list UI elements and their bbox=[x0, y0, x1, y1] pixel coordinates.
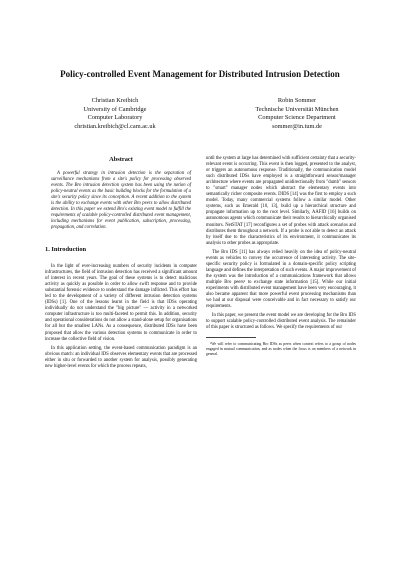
body-paragraph: until the system at large has determined with sufficient certainty that a security-relevant event is occurring. This event is then logged, presented to the analyst, or triggers an autonomous response. Traditionally, the communication model such distributed IDSs have employed is a straightforward sensor/manager architecture where events are propagated unidirectionally from "dumb" sensors to "smart" manager nodes which abstract the elementary events into semantically richer composite events. DIDS [14] was the first to employ a such model. Today, many commercial systems follow a similar model. Other systems, such as Emerald [10, 13], build up a hierarchical structure and propagate information up to the root level. Similarly, AAFID [16] builds on autonomous agents which communicate their results to hierarchically organised monitors. NetSTAT [17] reconfigures a set of probes with attack scenarios and distributes them throughout a network. If a probe is not able to detect an attack by itself due to the characteristics of its environment, it communicates its analysis to other probes as appropriate. bbox=[206, 156, 356, 246]
author-block-1 bbox=[30, 97, 200, 131]
abstract-text: A powerful strategy in intrusion detection is the separation of surveillance mechanisms from a site's policy for processing observed events. The Bro intrusion detection system has been using the notion of policy-neutral events as the basic building blocks for the formulation of a site's security policy since its conception. A recent addition to the system is the ability to exchange events with other Bro peers to allow distributed detection. In this paper we extend Bro's existing event model to fulfill the requirements of scalable policy-controlled distributed event management, including mechanisms for event publication, subscription, processing, propagation, and correlation. bbox=[51, 171, 191, 230]
abstract-heading: Abstract bbox=[109, 156, 133, 163]
author-department: Computer Science Department bbox=[258, 114, 336, 122]
introduction-heading: 1. Introduction bbox=[45, 246, 87, 253]
intro-paragraph: In the light of ever-increasing numbers of security incidents in computer infrastructures, the field of intrusion detection has received a significant amount of interest in recent years. The goal of these systems is to detect malicious activity as quickly as possible in order to allow swift response and to provide substantial forensic evidence to understand the damage inflicted. This effort has led to the development of a variety of different intrusion detection systems (IDSs) [1]. One of the lessons learnt in the field is that IDSs operating individually do not understand the "big picture" — activity in a networked computer infrastructure is too multi-faceted to permit this. In addition, security and operational considerations do not allow a stand-alone setup for organisations for all but the smallest LANs. As a consequence, distributed IDSs have been proposed that allow the various detection systems to communicate in order to increase the collective field of vision. bbox=[45, 264, 197, 342]
footnote-divider bbox=[206, 337, 256, 338]
author-name: Christian Kreibich bbox=[91, 97, 139, 104]
paper-title: Policy-controlled Event Management for Distributed Intrusion Detection bbox=[60, 69, 340, 79]
author-affiliation: Technische Universität München bbox=[255, 105, 339, 113]
intro-paragraph: In this application setting, the event-based communication paradigm is an obvious match: an individual IDS observes elementary events that are processed either in situ or forwarded to another system for analysis, possibly generating new higher-level events for which the process repeats, bbox=[45, 345, 197, 369]
author-block-2 bbox=[212, 97, 382, 131]
author-name: Robin Sommer bbox=[277, 97, 317, 104]
author-email: sommer@in.tum.de bbox=[272, 122, 322, 130]
left-column bbox=[45, 156, 197, 370]
author-department: Computer Laboratory bbox=[87, 114, 143, 122]
footnote: ¹We will refer to communicating Bro IDSs as peers when context refers to a group of nodes engaged in mutual communication, and as nodes when the focus is on members of a network in general. bbox=[206, 342, 356, 356]
body-paragraph: In this paper, we present the event model we are developing for the Bro IDS to support scalable policy-controlled distributed event analysis. The remainder of this paper is structured as follows. We specify the requirements of our bbox=[206, 313, 356, 331]
right-column bbox=[206, 156, 356, 360]
author-email: christian.kreibich@cl.cam.ac.uk bbox=[74, 122, 156, 130]
author-affiliation: University of Cambridge bbox=[83, 105, 147, 113]
body-paragraph: The Bro IDS [11] has always relied heavily on the idea of policy-neutral events as vehicles to convey the occurrence of interesting activity. The site-specific security policy is formulated in a domain-specific policy scripting language and defines the interpretation of such events. A major improvement of the system was the introduction of a communications framework that allows multiple Bro peers¹ to exchange state information [15]. While our initial experiments with distributed event management have been very encouraging, it also became apparent that more powerful event processing mechanisms than we had at our disposal were conceivable and in fact necessary to satisfy our requirements. bbox=[206, 249, 356, 310]
